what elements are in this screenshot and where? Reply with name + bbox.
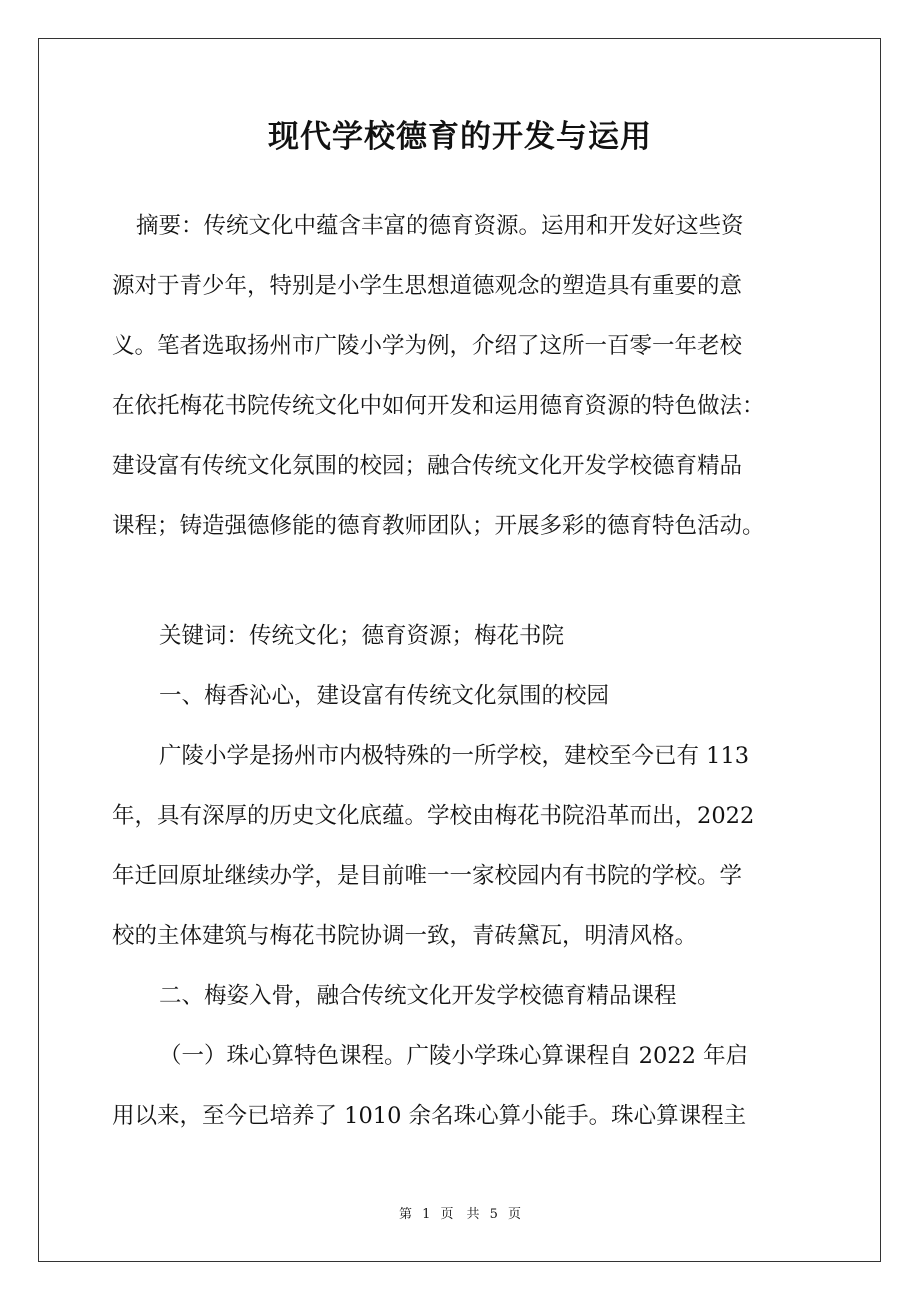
section2-paragraph [112, 1026, 820, 1146]
abstract-line: 课程；铸造强德修能的德育教师团队；开展多彩的德育特色活动。 [112, 513, 765, 539]
abstract-line: 建设富有传统文化氛围的校园；融合传统文化开发学校德育精品 [112, 453, 743, 479]
section2-heading [112, 966, 820, 1026]
section1-paragraph [112, 726, 820, 966]
page-footer: 第 1 页 共 5 页 [398, 1207, 522, 1222]
abstract-paragraph [112, 196, 820, 556]
abstract-line: 义。笔者选取扬州市广陵小学为例，介绍了这所一百零一年老校 [112, 333, 743, 359]
section-heading-line: 一、梅香沁心，建设富有传统文化氛围的校园 [159, 683, 610, 709]
body-line: 用以来，至今已培养了 1010 余名珠心算小能手。珠心算课程主 [112, 1103, 747, 1129]
document-title: 现代学校德育的开发与运用 [268, 119, 652, 155]
body-line: 年迁回原址继续办学，是目前唯一一家校园内有书院的学校。学 [112, 863, 743, 889]
keywords-paragraph [112, 606, 820, 666]
body-line: 年，具有深厚的历史文化底蕴。学校由梅花书院沿革而出，2022 [112, 803, 755, 829]
abstract-line: 摘要：传统文化中蕴含丰富的德育资源。运用和开发好这些资 [136, 213, 744, 239]
body-line: （一）珠心算特色课程。广陵小学珠心算课程自 2022 年启 [159, 1043, 749, 1069]
keywords-line: 关键词：传统文化；德育资源；梅花书院 [159, 623, 565, 649]
section-heading-line: 二、梅姿入骨，融合传统文化开发学校德育精品课程 [159, 983, 677, 1009]
section1-heading [112, 666, 820, 726]
abstract-line: 在依托梅花书院传统文化中如何开发和运用德育资源的特色做法： [112, 393, 765, 419]
body-line: 校的主体建筑与梅花书院协调一致，青砖黛瓦，明清风格。 [112, 923, 698, 949]
body-line: 广陵小学是扬州市内极特殊的一所学校，建校至今已有 113 [159, 743, 750, 769]
abstract-line: 源对于青少年，特别是小学生思想道德观念的塑造具有重要的意 [112, 273, 743, 299]
